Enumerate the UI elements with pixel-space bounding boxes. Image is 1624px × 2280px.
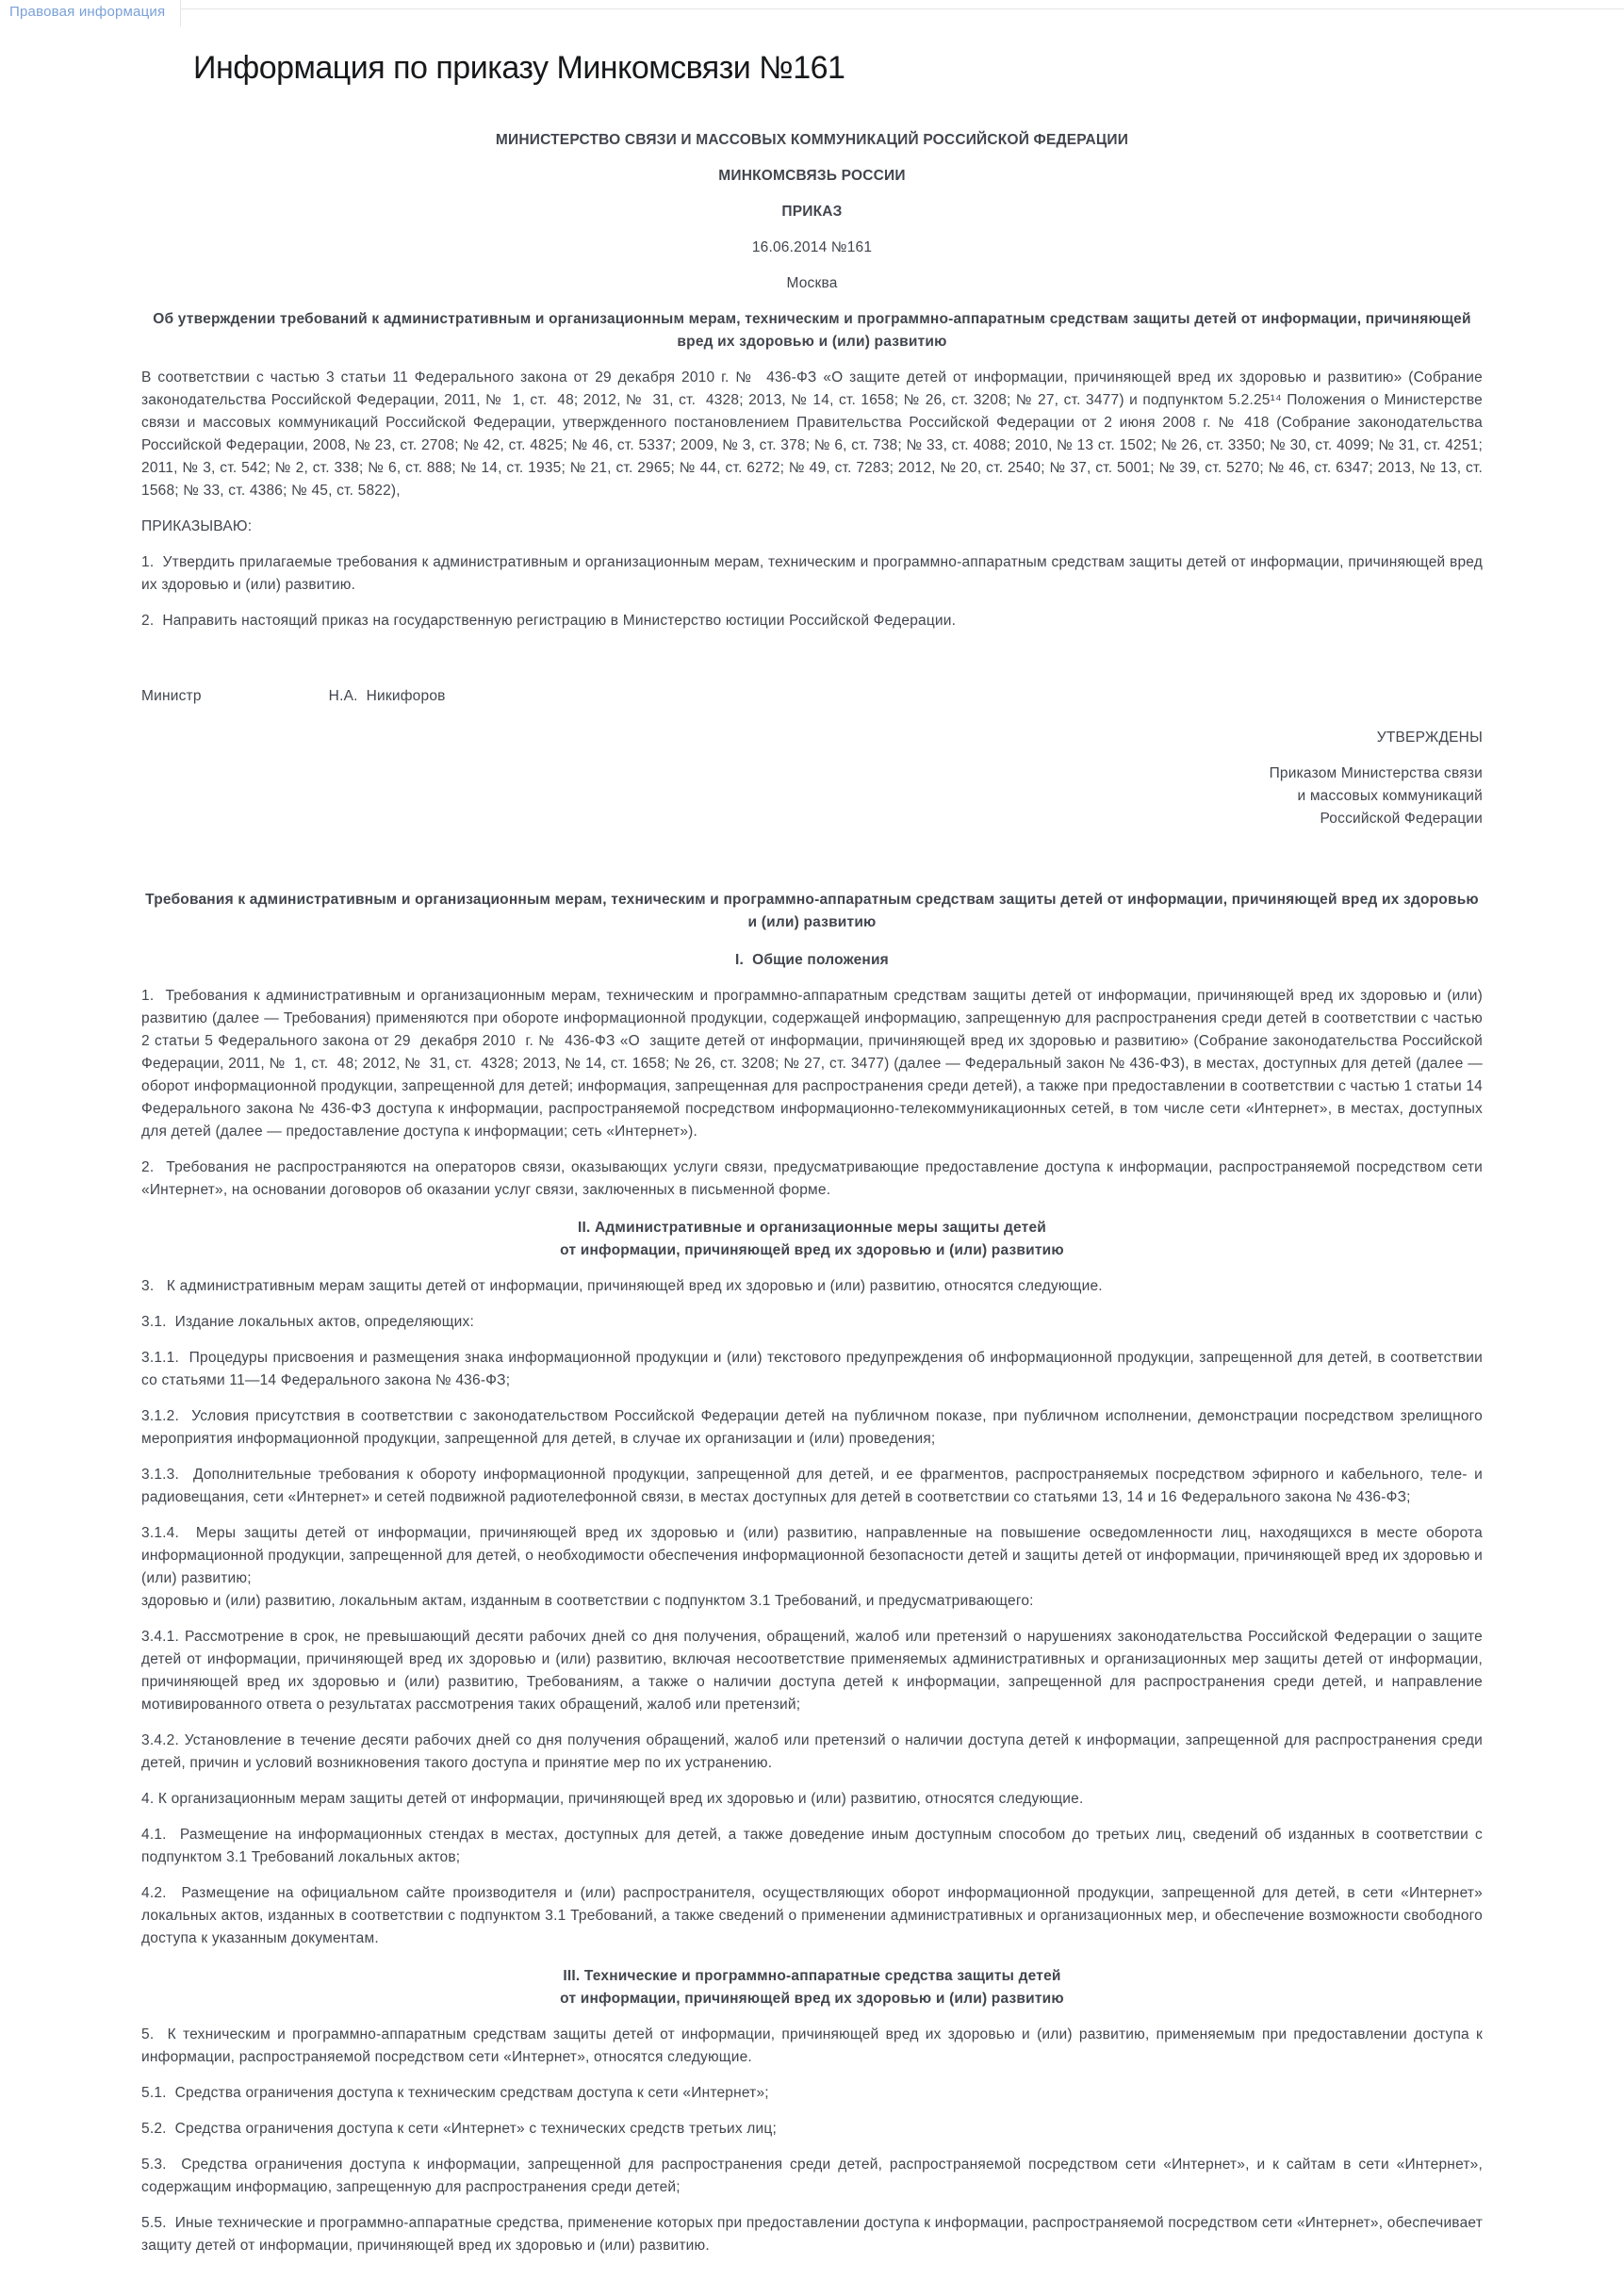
approval-lines [141,763,1483,830]
document-type: ПРИКАЗ [781,204,843,220]
paragraph-1: 1. Требования к административным и организационным мерам, техническим и программно-аппаратным средствам защиты детей от информации, причиняющей вред их здоровью и (или) развитию (далее — Требования) применяются при обороте информационной продукции, содержащей информацию, запрещенную для распространения среди детей в соответствии с частью 2 статьи 5 Федерального закона от 29 декабря 2010 г. № 436-ФЗ «О защите детей от информации, причиняющей вред их здоровью и развитию» (Собрание законодательства Российской Федерации, 2011, № 1, ст. 48; 2012, № 31, ст. 4328; 2013, № 14, ст. 1658; № 26, ст. 3208; № 27, ст. 3477) (далее — Федеральный закон № 436-ФЗ), в местах, доступных для детей (далее — оборот информационной продукции, запрещенной для детей; информация, запрещенная для распространения среди детей), а также при предоставлении в соответствии с частью 1 статьи 14 Федерального закона № 436-ФЗ доступа к информации, распространяемой посредством информационно-телекоммуникационных сетей, в том числе сети «Интернет», в местах, доступных для детей (далее — предоставление доступа к информации; сеть «Интернет»). [141,988,1483,1140]
order-item-1: 1. Утвердить прилагаемые требования к административным и организационным мерам, техническим и программно-аппаратным средствам защиты детей от информации, причиняющей вред их здоровью и (или) развитию. [141,554,1483,593]
document-date-number: 16.06.2014 №161 [751,239,873,255]
section-2-heading [141,1217,1483,1262]
order-word: ПРИКАЗЫВАЮ: [141,518,253,534]
signature-name: Н.А. Никифоров [328,688,446,704]
requirements-title: Требования к административным и организационным мерам, техническим и программно-аппаратным средствам защиты детей от информации, причиняющей вред их здоровью и (или) развитию [145,892,1479,930]
paragraph-3-1-3: 3.1.3. Дополнительные требования к обороту информационной продукции, запрещенной для детей, и ее фрагментов, распространяемых посредством эфирного и кабельного, теле- и радиовещания, сети «Интернет» и сетей подвижной радиотелефонной связи, в местах доступных для детей в соответствии со статьями 13, 14 и 16 Федерального закона № 436-ФЗ; [141,1467,1483,1505]
paragraph-3-1: 3.1. Издание локальных актов, определяющих: [141,1314,475,1330]
page-title: Информация по приказу Минкомсвязи №161 [193,50,845,86]
approval-line: Приказом Министерства связи [1269,765,1483,781]
paragraph-4-2: 4.2. Размещение на официальном сайте производителя и (или) распространителя, осуществляющих оборот информационной продукции, запрещенной для детей, в сети «Интернет» локальных актов, изданных в соответствии с подпунктом 3.1 Требований, а также сведений о применении административных и организационных мер, и обеспечение возможности свободного доступа к указанным документам. [141,1885,1483,1946]
section-1-heading: I. Общие положения [735,952,889,968]
section-3-heading-line-2: от информации, причиняющей вред их здоровью и (или) развитию [560,1991,1064,2007]
paragraph-5-1: 5.1. Средства ограничения доступа к техническим средствам доступа к сети «Интернет»; [141,2085,769,2101]
signature-row [141,685,1483,708]
paragraph-4-1: 4.1. Размещение на информационных стендах в местах, доступных для детей, а также доведение иным доступным способом до третьих лиц, сведений об изданных в соответствии с подпунктом 3.1 Требований локальных актов; [141,1827,1483,1865]
paragraph-5-5: 5.5. Иные технические и программно-аппаратные средства, применение которых при предоставлении доступа к информации, распространяемой посредством сети «Интернет», обеспечивает защиту детей от информации, причиняющей вред их здоровью и (или) развитию. [141,2215,1483,2254]
approval-title: УТВЕРЖДЕНЫ [1376,730,1483,746]
bottom-padding [141,2257,1483,2280]
paragraph-3-1-4: 3.1.4. Меры защиты детей от информации, причиняющей вред их здоровью и (или) развитию, направленные на повышение осведомленности лиц, находящихся в месте оборота информационной продукции, запрещенной для детей, о необходимости обеспечения информационной безопасности детей и защиты детей от информации, причиняющей вред их здоровью и (или) развитию; [141,1525,1483,1586]
ministry-name: МИНИСТЕРСТВО СВЯЗИ И МАССОВЫХ КОММУНИКАЦИЙ РОССИЙСКОЙ ФЕДЕРАЦИИ [495,132,1129,148]
tab-legal-information[interactable]: Правовая информация [0,0,181,26]
document-subject: Об утверждении требований к административным и организационным мерам, техническим и программно-аппаратным средствам защиты детей от информации, причиняющей вред их здоровью и (или) развитию [153,311,1471,350]
approval-line: и массовых коммуникаций [1297,788,1483,804]
ministry-short-name: МИНКОМСВЯЗЬ РОССИИ [718,168,906,184]
paragraph-3: 3. К административным мерам защиты детей от информации, причиняющей вред их здоровью и (или) развитию, относятся следующие. [141,1278,1103,1294]
approval-line: Российской Федерации [1320,811,1483,827]
section-2-heading-line-2: от информации, причиняющей вред их здоровью и (или) развитию [560,1242,1064,1258]
paragraph-3-4-1: 3.4.1. Рассмотрение в срок, не превышающий десяти рабочих дней со дня получения, обращений, жалоб или претензий о нарушениях законодательства Российской Федерации о защите детей от информации, причиняющей вред их здоровью и (или) развитию, включая несоответствие применяемых административных и организационных мер защиты детей от информации, причиняющей вред их здоровью и (или) развитию, Требованиям, а также о наличии доступа детей к информации, запрещенной для распространения среди детей, и направление мотивированного ответа о результатах рассмотрения таких обращений, жалоб или претензий; [141,1629,1483,1713]
order-item-2: 2. Направить настоящий приказ на государственную регистрацию в Министерство юстиции Российской Федерации. [141,613,957,629]
section-2-heading-line-1: II. Административные и организационные меры защиты детей [577,1220,1047,1236]
section-3-heading-line-1: III. Технические и программно-аппаратные средства защиты детей [563,1968,1061,1984]
tab-bar [0,0,1624,25]
signature-post: Министр [141,688,202,704]
section-3-heading [141,1965,1483,2010]
document-city: Москва [786,275,838,291]
paragraph-3-4-fragment: здоровью и (или) развитию, локальным актам, изданным в соответствии с подпунктом 3.1 Требований, и предусматривающего: [141,1593,1034,1609]
tab-bar-divider [131,8,1624,9]
preamble-paragraph: В соответствии с частью 3 статьи 11 Федерального закона от 29 декабря 2010 г. № 436-ФЗ «О защите детей от информации, причиняющей вред их здоровью и развитию» (Собрание законодательства Российской Федерации, 2011, № 1, ст. 48; 2012, № 31, ст. 4328; 2013, № 14, ст. 1658; № 26, ст. 3208; № 27, ст. 3477) и подпунктом 5.2.25¹⁴ Положения о Министерстве связи и массовых коммуникаций Российской Федерации, утвержденного постановлением Правительства Российской Федерации от 2 июня 2008 г. № 418 (Собрание законодательства Российской Федерации, 2008, № 23, ст. 2708; № 42, ст. 4825; № 46, ст. 5337; 2009, № 3, ст. 378; № 6, ст. 738; № 33, ст. 4088; 2010, № 13 ст. 1502; № 26, ст. 3350; № 30, ст. 4099; № 31, ст. 4251; 2011, № 3, ст. 542; № 2, ст. 338; № 6, ст. 888; № 14, ст. 1935; № 21, ст. 2965; № 44, ст. 6272; № 49, ст. 7283; 2012, № 20, ст. 2540; № 37, ст. 5001; № 39, ст. 5270; № 46, ст. 6347; 2013, № 13, ст. 1568; № 33, ст. 4386; № 45, ст. 5822), [141,369,1483,499]
paragraph-4: 4. К организационным мерам защиты детей от информации, причиняющей вред их здоровью и (или) развитию, относятся следующие. [141,1791,1084,1807]
paragraph-5-2: 5.2. Средства ограничения доступа к сети «Интернет» с технических средств третьих лиц; [141,2121,777,2137]
paragraph-5-3: 5.3. Средства ограничения доступа к информации, запрещенной для распространения среди детей, распространяемой посредством сети «Интернет», и к сайтам в сети «Интернет», содержащим информацию, запрещенную для распространения среди детей; [141,2157,1483,2195]
paragraph-3-1-1: 3.1.1. Процедуры присвоения и размещения знака информационной продукции и (или) текстового предупреждения об информационной продукции, запрещенной для детей, в соответствии со статьями 11—14 Федерального закона № 436-ФЗ; [141,1350,1483,1388]
document-body [141,48,1483,2280]
paragraph-3-4-2: 3.4.2. Установление в течение десяти рабочих дней со дня получения обращений, жалоб или претензий о наличии доступа детей к информации, запрещенной для распространения среди детей, причин и условий возникновения такого доступа и принятие мер по их устранению. [141,1732,1483,1771]
paragraph-5: 5. К техническим и программно-аппаратным средствам защиты детей от информации, причиняющей вред их здоровью и (или) развитию, применяемым при предоставлении доступа к информации, распространяемой посредством сети «Интернет», относятся следующие. [141,2026,1483,2065]
paragraph-3-1-2: 3.1.2. Условия присутствия в соответствии с законодательством Российской Федерации детей на публичном показе, при публичном исполнении, демонстрации посредством зрелищного мероприятия информационной продукции, запрещенной для детей, в случае их организации и (или) проведения; [141,1408,1483,1447]
paragraph-2: 2. Требования не распространяются на операторов связи, оказывающих услуги связи, предусматривающие предоставление доступа к информации, распространяемой посредством сети «Интернет», на основании договоров об оказании услуг связи, заключенных в письменной форме. [141,1159,1483,1198]
